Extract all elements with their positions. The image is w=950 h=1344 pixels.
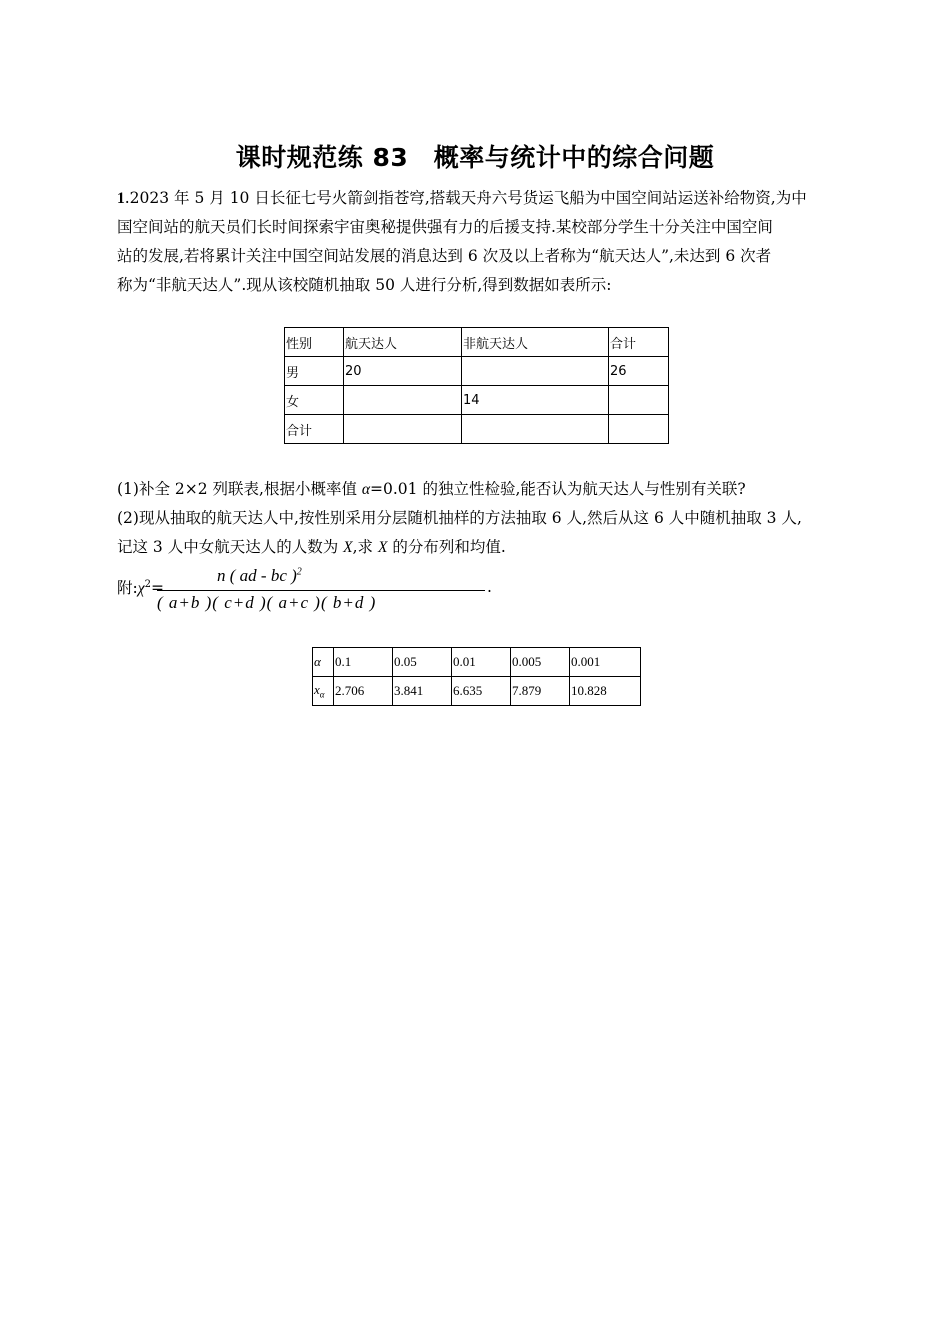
question-2-line-1: (2)现从抽取的航天达人中,按性别采用分层随机抽样的方法抽取 6 人,然后从这 6 人中随机抽取 3 人, (117, 509, 802, 527)
table-cell: 3.841 (393, 677, 452, 706)
formula-numerator (217, 566, 302, 586)
question-2-text-c: 的分布列和均值. (387, 538, 506, 556)
table-row (285, 357, 669, 386)
table-cell (462, 357, 609, 386)
table-cell: 0.005 (511, 648, 570, 677)
page-title: 课时规范练 83 概率与统计中的综合问题 (235, 143, 715, 172)
problem-number: 1 (117, 190, 125, 207)
table-cell: 0.05 (393, 648, 452, 677)
problem-statement (117, 184, 837, 300)
variable-x: X (343, 539, 353, 556)
table-row (285, 415, 669, 444)
numerator-exponent: 2 (296, 566, 302, 578)
table-row (285, 386, 669, 415)
table-header-cell: 非航天达人 (462, 328, 609, 357)
question-2-text-a: 记这 3 人中女航天达人的人数为 (117, 538, 344, 556)
table-cell: 10.828 (570, 677, 641, 706)
table-cell: 0.001 (570, 648, 641, 677)
alpha-subscript: α (319, 689, 325, 700)
table-cell: 14 (462, 386, 609, 415)
table-header-row (285, 328, 669, 357)
chi-symbol: χ (137, 580, 145, 597)
table-row (313, 648, 641, 677)
formula-denominator: ( a+b )( c+d )( a+c )( b+d ) (157, 593, 377, 612)
table-header-cell: 性别 (285, 328, 344, 357)
problem-text-1: .2023 年 5 月 10 日长征七号火箭剑指苍穹,搭载天舟六号货运飞船为中国空间站运送补给物资,为中 (124, 189, 807, 207)
table-cell: 6.635 (452, 677, 511, 706)
table-row (313, 677, 641, 706)
table-cell: 20 (344, 357, 462, 386)
chi-exponent: 2 (144, 578, 151, 590)
table-cell: 男 (285, 357, 344, 386)
table-cell (344, 386, 462, 415)
question-1-text-a: (1)补全 2×2 列联表,根据小概率值 (117, 480, 362, 498)
alpha-symbol: α (361, 481, 371, 498)
table-cell (462, 415, 609, 444)
problem-line-3: 站的发展,若将累计关注中国空间站发展的消息达到 6 次及以上者称为“航天达人”,未达到 6 次者 (117, 247, 772, 265)
chi-square-formula (117, 566, 517, 616)
question-2-text-b: ,求 (352, 538, 378, 556)
fraction-bar (157, 590, 485, 591)
equals-sign: = (150, 579, 164, 597)
table-cell: 7.879 (511, 677, 570, 706)
table-cell (344, 415, 462, 444)
table-cell (609, 386, 669, 415)
formula-prefix: 附: (117, 579, 138, 597)
contingency-table (284, 327, 669, 444)
x-alpha-row-label (313, 677, 334, 706)
question-1-text-b: =0.01 的独立性检验,能否认为航天达人与性别有关联? (370, 480, 746, 498)
question-2-line-2 (117, 533, 506, 562)
table-cell: 0.01 (452, 648, 511, 677)
alpha-row-label: α (313, 648, 334, 677)
table-cell (609, 415, 669, 444)
formula-end: . (487, 578, 492, 596)
table-cell: 2.706 (334, 677, 393, 706)
problem-line-1 (117, 184, 837, 213)
problem-line-4: 称为“非航天达人”.现从该校随机抽取 50 人进行分析,得到数据如表所示: (117, 276, 612, 294)
x-label: x (314, 682, 320, 698)
critical-value-table (312, 647, 641, 706)
table-cell: 26 (609, 357, 669, 386)
table-header-cell: 合计 (609, 328, 669, 357)
table-cell: 0.1 (334, 648, 393, 677)
table-cell: 合计 (285, 415, 344, 444)
variable-x: X (377, 539, 388, 556)
question-1 (117, 475, 746, 504)
numerator-text: n ( ad - bc ) (217, 566, 297, 585)
table-cell: 女 (285, 386, 344, 415)
problem-line-2: 国空间站的航天员们长时间探索宇宙奥秘提供强有力的后援支持.某校部分学生十分关注中国空间 (117, 218, 773, 236)
table-header-cell: 航天达人 (344, 328, 462, 357)
